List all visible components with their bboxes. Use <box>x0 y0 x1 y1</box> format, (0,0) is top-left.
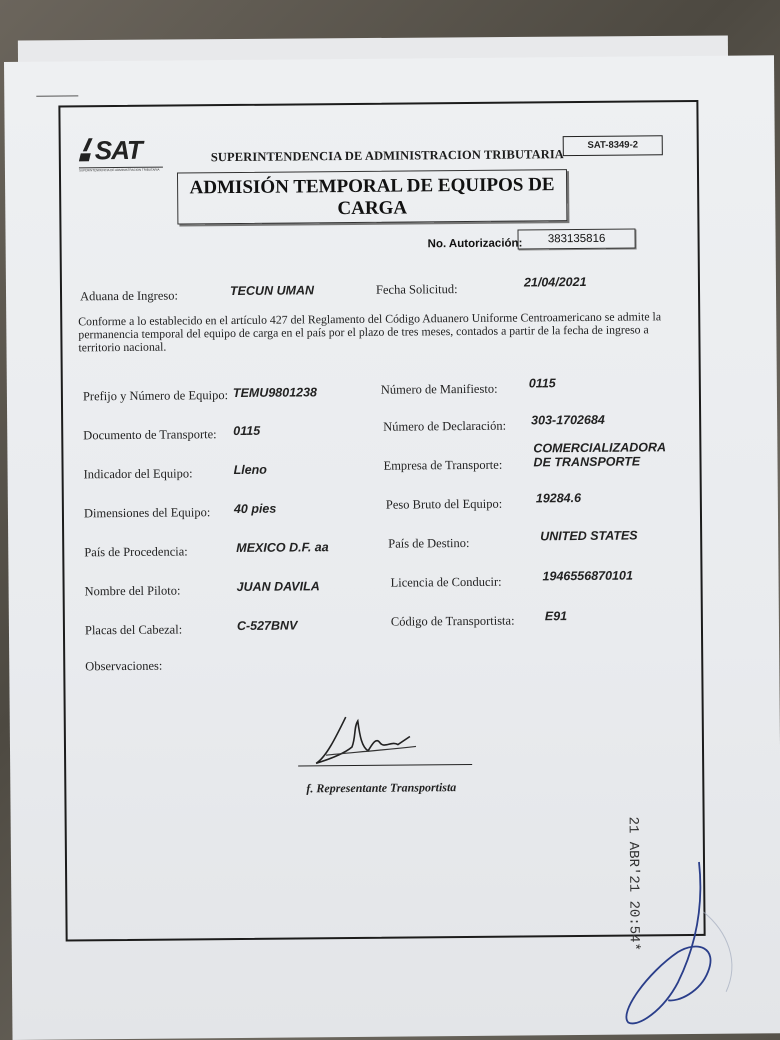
paper-mark <box>36 95 78 96</box>
indicator-value: Lleno <box>233 462 267 478</box>
pilot-value: JUAN DAVILA <box>236 579 320 594</box>
legal-paragraph: Conforme a lo establecido en el artículo 427 del Reglamento del Código Aduanero Uniforme Centroamericano se admite la permanencia temporal del equipo de carga en el país por el plazo de tres meses, contados a partir de la fecha de ingreso a territorio nacional. <box>78 309 662 355</box>
organization-name: SUPERINTENDENCIA DE ADMINISTRACION TRIBUTARIA <box>210 147 564 165</box>
company-value-line-1: COMERCIALIZADORA <box>533 440 667 456</box>
weight-label: Peso Bruto del Equipo: <box>385 496 503 512</box>
authorization-number: 383135816 <box>517 228 635 249</box>
document-page <box>4 55 780 1040</box>
observations-label: Observaciones: <box>85 658 163 674</box>
document-title <box>177 169 567 224</box>
weight-value: 19284.6 <box>535 490 582 506</box>
manifest-value: 0115 <box>528 376 556 391</box>
license-label: Licencia de Conducir: <box>390 574 502 590</box>
plates-label: Placas del Cabezal: <box>84 622 183 638</box>
company-value <box>533 440 666 469</box>
company-label: Empresa de Transporte: <box>383 457 503 473</box>
customs-label: Aduana de Ingreso: <box>79 288 178 304</box>
transport-doc-value: 0115 <box>233 423 261 439</box>
equipment-prefix-label: Prefijo y Número de Equipo: <box>82 388 229 404</box>
dimensions-value: 40 pies <box>233 501 277 517</box>
transport-doc-label: Documento de Transporte: <box>83 427 217 443</box>
carrier-code-label: Código de Transportista: <box>390 613 515 629</box>
customs-value: TECUN UMAN <box>229 283 315 299</box>
declaration-value: 303-1702684 <box>531 412 605 428</box>
equipment-prefix-value: TEMU9801238 <box>232 385 318 401</box>
request-date-label: Fecha Solicitud: <box>375 282 458 297</box>
carrier-code-value: E91 <box>544 609 568 624</box>
company-value-line-2: DE TRANSPORTE <box>533 454 641 470</box>
logo-mark-icon <box>79 137 95 163</box>
plates-value: C-527BNV <box>236 618 298 633</box>
form-frame <box>58 100 705 942</box>
license-value: 1946556870101 <box>542 568 633 584</box>
authorization-label: No. Autorización: <box>427 237 523 251</box>
receipt-stamp-date: 21 ABR'21 20:54* <box>624 816 642 952</box>
destination-value: UNITED STATES <box>540 528 638 544</box>
pilot-label: Nombre del Piloto: <box>84 583 181 599</box>
form-code-badge: SAT-8349-2 <box>563 135 663 156</box>
declaration-label: Número de Declaración: <box>383 418 507 434</box>
title-line-2: CARGA <box>337 197 408 220</box>
signature-label: f. Representante Transportista <box>306 780 457 796</box>
carrier-signature <box>306 706 427 777</box>
origin-label: País de Procedencia: <box>84 544 188 560</box>
sat-logo <box>79 133 163 176</box>
logo-subtext: SUPERINTENDENCIA DE ADMINISTRACION TRIBUTARIA <box>79 167 163 173</box>
destination-label: País de Destino: <box>388 535 470 551</box>
dimensions-label: Dimensiones del Equipo: <box>83 505 211 521</box>
manifest-label: Número de Manifiesto: <box>380 381 498 397</box>
indicator-label: Indicador del Equipo: <box>83 466 193 482</box>
request-date-value: 21/04/2021 <box>523 274 587 290</box>
title-line-1: ADMISIÓN TEMPORAL DE EQUIPOS DE <box>189 174 555 199</box>
origin-value: MEXICO D.F. aa <box>236 540 329 555</box>
logo-text: SAT <box>94 134 142 166</box>
